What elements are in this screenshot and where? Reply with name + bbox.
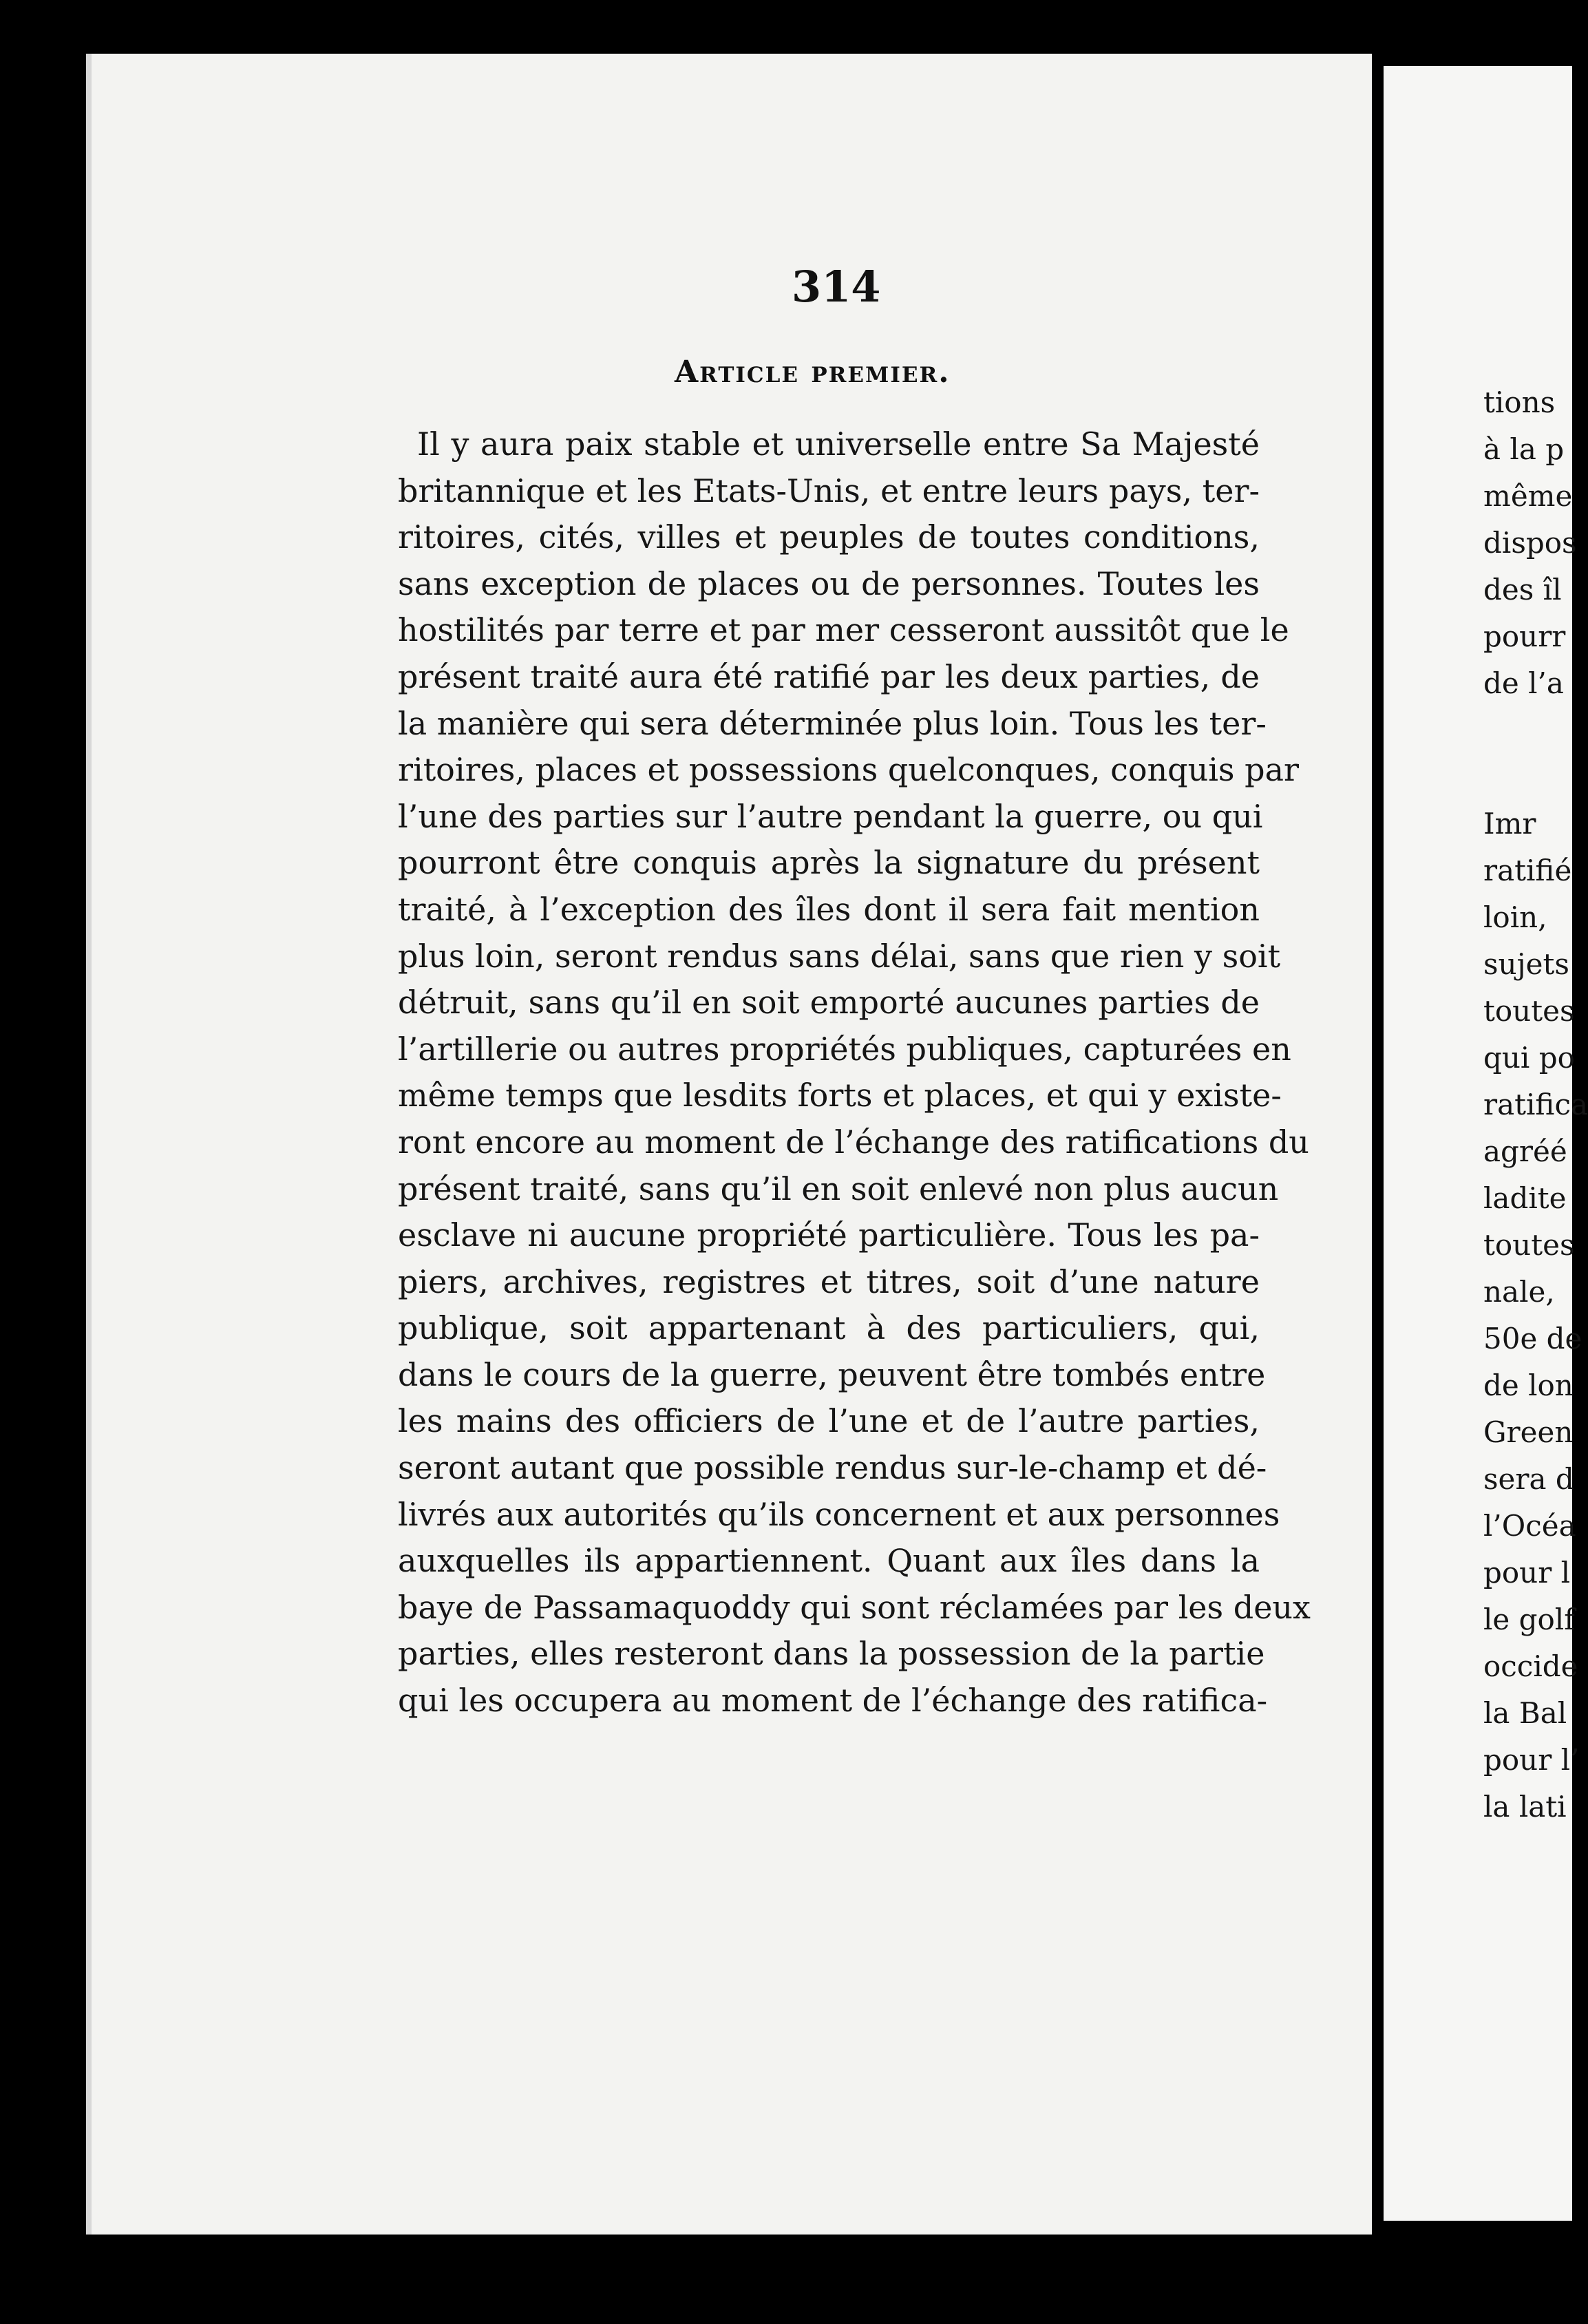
facing-line: la Bal xyxy=(1483,1696,1567,1730)
facing-line: Green xyxy=(1483,1415,1574,1449)
text-line: seront autant que possible rendus sur-le-champ et dé- xyxy=(398,1449,1267,1487)
article-heading: Article premier. xyxy=(675,355,951,390)
text-line: publique, soit appartenant à des particuliers, qui, xyxy=(398,1309,1260,1347)
body-text xyxy=(398,421,1311,1724)
text-line: britannique et les Etats-Unis, et entre leurs pays, ter- xyxy=(398,472,1260,509)
facing-line: la lati xyxy=(1483,1790,1567,1824)
facing-line: sujets xyxy=(1483,947,1569,981)
text-line: présent traité aura été ratifié par les deux parties, de xyxy=(398,657,1260,695)
facing-line: des îl xyxy=(1483,573,1562,606)
facing-line: à la p xyxy=(1483,432,1565,466)
facing-line: pour l xyxy=(1483,1556,1571,1589)
text-line: livrés aux autorités qu’ils concernent et aux personnes xyxy=(398,1495,1280,1533)
facing-line: tions xyxy=(1483,385,1556,419)
facing-line: ratifié xyxy=(1483,854,1572,887)
facing-line: nale, xyxy=(1483,1275,1555,1309)
paragraph-gap xyxy=(1483,707,1588,801)
facing-line: toutes xyxy=(1483,1228,1575,1262)
text-line: l’artillerie ou autres propriétés publiques, capturées en xyxy=(398,1030,1291,1068)
text-line: même temps que lesdits forts et places, et qui y existe- xyxy=(398,1077,1282,1115)
text-line: parties, elles resteront dans la possession de la partie xyxy=(398,1635,1265,1673)
text-line: ront encore au moment de l’échange des ratifications du xyxy=(398,1123,1309,1161)
facing-line: loin, xyxy=(1483,900,1547,934)
facing-line: occide xyxy=(1483,1649,1578,1683)
text-line: sans exception de places ou de personnes. Toutes les xyxy=(398,564,1260,602)
facing-line: de l’a xyxy=(1483,666,1564,700)
facing-line: ratifica xyxy=(1483,1088,1588,1121)
text-line: présent traité, sans qu’il en soit enlevé non plus aucun xyxy=(398,1170,1279,1207)
text-line: dans le cours de la guerre, peuvent être tombés entre xyxy=(398,1355,1266,1393)
facing-page xyxy=(1384,66,1588,2221)
facing-line: pourr xyxy=(1483,620,1566,653)
text-line: traité, à l’exception des îles dont il sera fait mention xyxy=(398,890,1260,928)
facing-line: 50e de xyxy=(1483,1322,1582,1355)
page-number: 314 xyxy=(792,262,881,312)
facing-line: agréé xyxy=(1483,1134,1567,1168)
facing-line: toutes xyxy=(1483,994,1575,1028)
facing-line: de lon xyxy=(1483,1369,1574,1402)
text-line: baye de Passamaquoddy qui sont réclamées par les deux xyxy=(398,1588,1311,1626)
facing-line: l’Océa xyxy=(1483,1509,1576,1543)
text-line: esclave ni aucune propriété particulière. Tous les pa- xyxy=(398,1216,1260,1254)
facing-line: Imr xyxy=(1483,807,1536,841)
facing-page-text xyxy=(1483,379,1588,1830)
text-line: auxquelles ils appartiennent. Quant aux îles dans la xyxy=(398,1542,1260,1580)
text-line: ritoires, cités, villes et peuples de toutes conditions, xyxy=(398,518,1260,556)
facing-line: ladite xyxy=(1483,1181,1567,1215)
facing-line: pour l’ xyxy=(1483,1743,1580,1777)
text-line: plus loin, seront rendus sans délai, sans que rien y soit xyxy=(398,937,1281,975)
facing-line: dispos xyxy=(1483,526,1577,560)
text-line: l’une des parties sur l’autre pendant la guerre, ou qui xyxy=(398,797,1263,835)
text-line: les mains des officiers de l’une et de l’autre parties, xyxy=(398,1402,1260,1440)
text-line: ritoires, places et possessions quelconques, conquis par xyxy=(398,751,1300,789)
text-line: détruit, sans qu’il en soit emporté aucunes parties de xyxy=(398,984,1260,1022)
facing-line: sera d xyxy=(1483,1462,1574,1496)
facing-line: qui po xyxy=(1483,1041,1575,1075)
text-line: piers, archives, registres et titres, soit d’une nature xyxy=(398,1263,1260,1300)
facing-line: le golf xyxy=(1483,1603,1575,1636)
text-line: qui les occupera au moment de l’échange des ratifica- xyxy=(398,1682,1268,1720)
facing-line: même xyxy=(1483,479,1573,513)
text-line: hostilités par terre et par mer cesseront aussitôt que le xyxy=(398,611,1289,649)
text-line: Il y aura paix stable et universelle entre Sa Majesté xyxy=(417,425,1260,463)
text-line: pourront être conquis après la signature du présent xyxy=(398,844,1260,882)
text-line: la manière qui sera déterminée plus loin. Tous les ter- xyxy=(398,704,1267,742)
